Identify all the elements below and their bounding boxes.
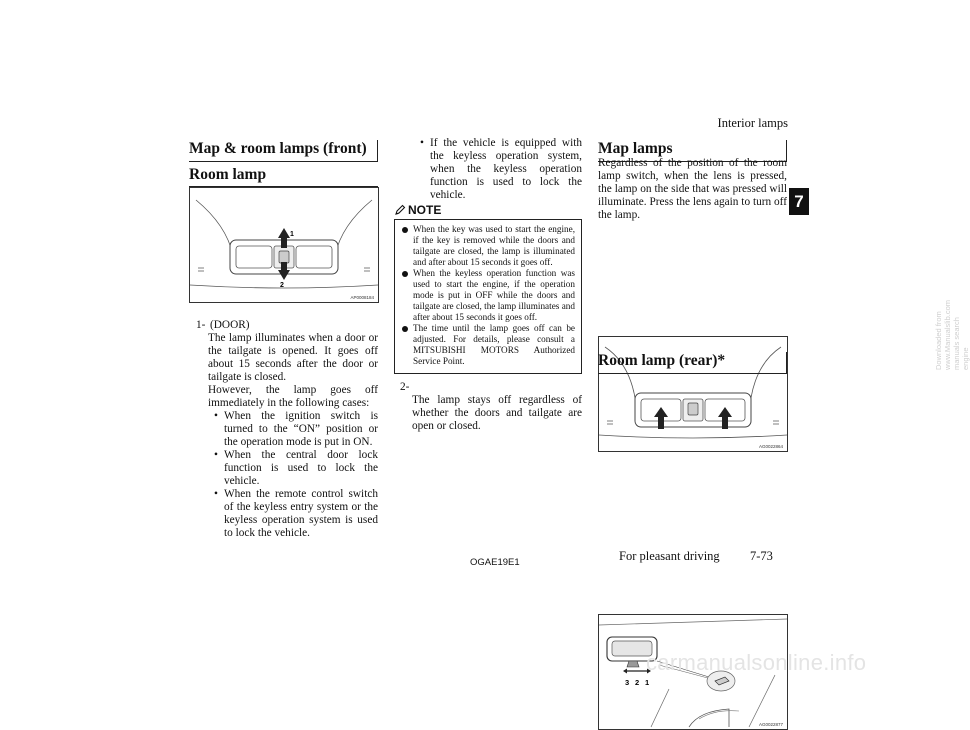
item-2 <box>400 381 582 433</box>
figure-code-map: AG0022864 <box>758 444 783 449</box>
item-2-paragraph: The lamp stays off regardless of whether the doors and tailgate are open or closed. <box>412 394 582 432</box>
item-1-paragraph-2: However, the lamp goes off immediately in the following cases: <box>208 384 378 409</box>
bullet-central-lock: • When the central door lock function is used to lock the vehicle. <box>212 449 378 488</box>
item-1-label: (DOOR) <box>210 319 250 331</box>
bullet-keyless: • If the vehicle is equipped with the keyless operation system, when the keyless operation function is used to lock the vehicle. <box>418 137 582 202</box>
note-item-key: When the key was used to start the engine, if the key is removed while the doors and tailgate are closed, the lamp is illuminated and after about 15 seconds it goes off. <box>401 224 575 268</box>
note-list <box>401 224 575 367</box>
note-pencil-icon <box>394 204 406 216</box>
callout-2: 2 <box>280 282 284 289</box>
figure-code: AP0008184 <box>350 295 374 300</box>
footer-page-info <box>619 549 773 564</box>
section-title-block <box>189 140 378 162</box>
map-lamps-title: Map lamps <box>598 140 787 162</box>
item-1-door <box>196 319 378 540</box>
rear-position-2: 2 <box>635 678 640 687</box>
note-header <box>394 201 582 220</box>
vertical-watermark: Downloaded from www.Manualslib.com manuals search engine <box>934 299 970 370</box>
front-lamp-illustration <box>190 188 378 302</box>
note-item-adjust: The time until the lamp goes off can be adjusted. For details, please consult a MITSUBISHI MOTORS Authorized Service Point. <box>401 323 575 367</box>
watermark: carmanualsonline.info <box>646 650 867 675</box>
figure-front-room-lamp <box>189 187 379 303</box>
note-item-keyless: When the keyless operation function was used to start the engine, if the operation mode is put in OFF while the doors and tailgate are closed, the lamp illuminates and after about 15 seconds it goes off. <box>401 268 575 323</box>
note-body <box>394 220 582 374</box>
rear-room-lamp-title: Room lamp (rear)* <box>598 352 787 374</box>
section-title: Map & room lamps (front) <box>189 140 378 162</box>
subsection-title-block <box>189 166 378 187</box>
item-1-bullets <box>208 410 378 540</box>
note-box <box>394 201 582 374</box>
callout-1: 1 <box>290 231 294 238</box>
map-lamps-paragraph: Regardless of the position of the room lamp switch, when the lens is pressed, the lamp on the side that was pressed will illuminate. Press the lens again to turn off the lamp. <box>598 157 787 221</box>
figure-code-rear: AG0022877 <box>758 722 783 727</box>
item-1-paragraph: The lamp illuminates when a door or the tailgate is opened. It goes off about 15 seconds after the door or tailgate is closed. <box>208 332 378 383</box>
middle-bullet <box>418 137 582 202</box>
running-head: Interior lamps <box>717 116 788 130</box>
section-label: For pleasant driving <box>619 549 720 563</box>
rear-room-lamp-title-block <box>598 352 787 374</box>
chapter-tab: 7 <box>789 188 809 215</box>
note-title: NOTE <box>408 203 442 217</box>
bullet-ignition: • When the ignition switch is turned to the “ON” position or the operation mode is put in ON. <box>212 410 378 449</box>
model-code: OGAE19E1 <box>470 557 520 568</box>
item-2-number: 2- <box>400 381 410 393</box>
rear-position-3: 3 <box>625 678 630 687</box>
item-1-number: 1- <box>196 319 206 331</box>
rear-position-1: 1 <box>645 678 650 687</box>
bullet-remote-control: • When the remote control switch of the keyless entry system or the keyless operation system is used to lock the vehicle. <box>212 488 378 540</box>
page-number: 7-73 <box>749 549 773 563</box>
subsection-title-room-lamp: Room lamp <box>189 166 378 187</box>
middle-bullets <box>418 137 582 202</box>
